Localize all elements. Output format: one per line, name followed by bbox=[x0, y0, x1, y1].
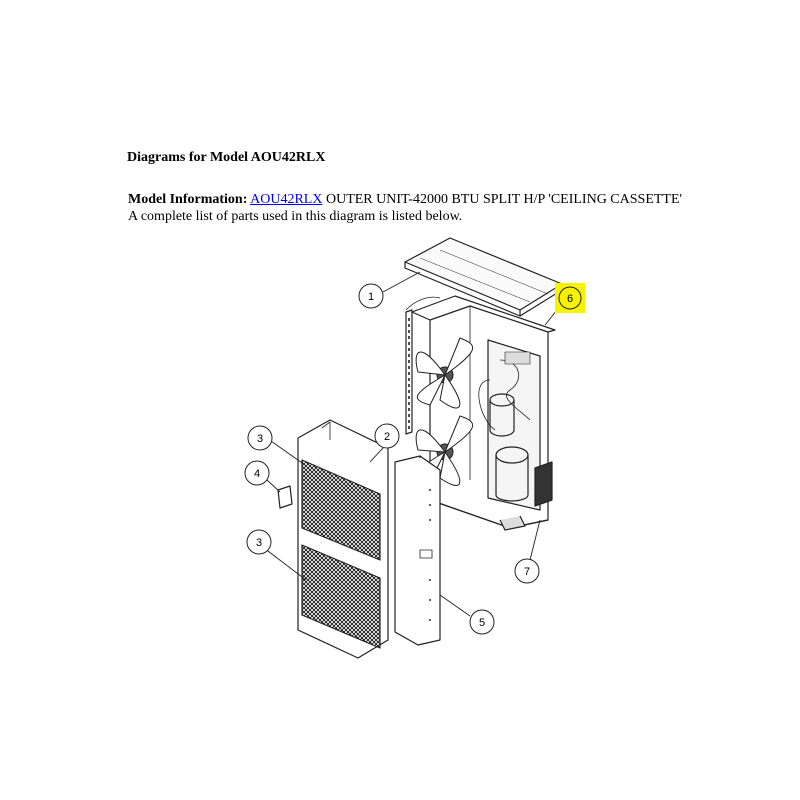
small-cover-part bbox=[278, 486, 292, 508]
callout-6-highlighted bbox=[555, 283, 585, 313]
front-side-panel bbox=[395, 456, 440, 645]
callout-label: 3 bbox=[256, 433, 264, 445]
front-grille-panel bbox=[298, 420, 391, 658]
callout-5 bbox=[470, 610, 494, 634]
top-panel-part bbox=[405, 238, 562, 316]
parts-note: A complete list of parts used in this diagram is listed below. bbox=[128, 209, 463, 224]
callout-label: 3 bbox=[255, 537, 263, 549]
callout-label: 5 bbox=[478, 617, 486, 629]
callout-label: 1 bbox=[367, 291, 375, 303]
callout-label: 4 bbox=[253, 468, 261, 480]
page-title: Diagrams for Model AOU42RLX bbox=[127, 150, 326, 165]
callout-2 bbox=[375, 424, 399, 448]
model-info-label: Model Information: bbox=[128, 192, 248, 207]
callout-label: 7 bbox=[523, 566, 531, 578]
callout-label: 6 bbox=[566, 293, 574, 305]
model-link[interactable]: AOU42RLX bbox=[250, 192, 323, 207]
callout-label: 2 bbox=[383, 431, 391, 443]
model-description: OUTER UNIT-42000 BTU SPLIT H/P 'CEILING CASSETTE' bbox=[325, 192, 683, 207]
callout-7 bbox=[515, 559, 539, 583]
callout-1 bbox=[359, 284, 383, 308]
callout-3-upper bbox=[248, 426, 272, 450]
callout-4 bbox=[245, 461, 269, 485]
callout-3-lower bbox=[247, 530, 271, 554]
